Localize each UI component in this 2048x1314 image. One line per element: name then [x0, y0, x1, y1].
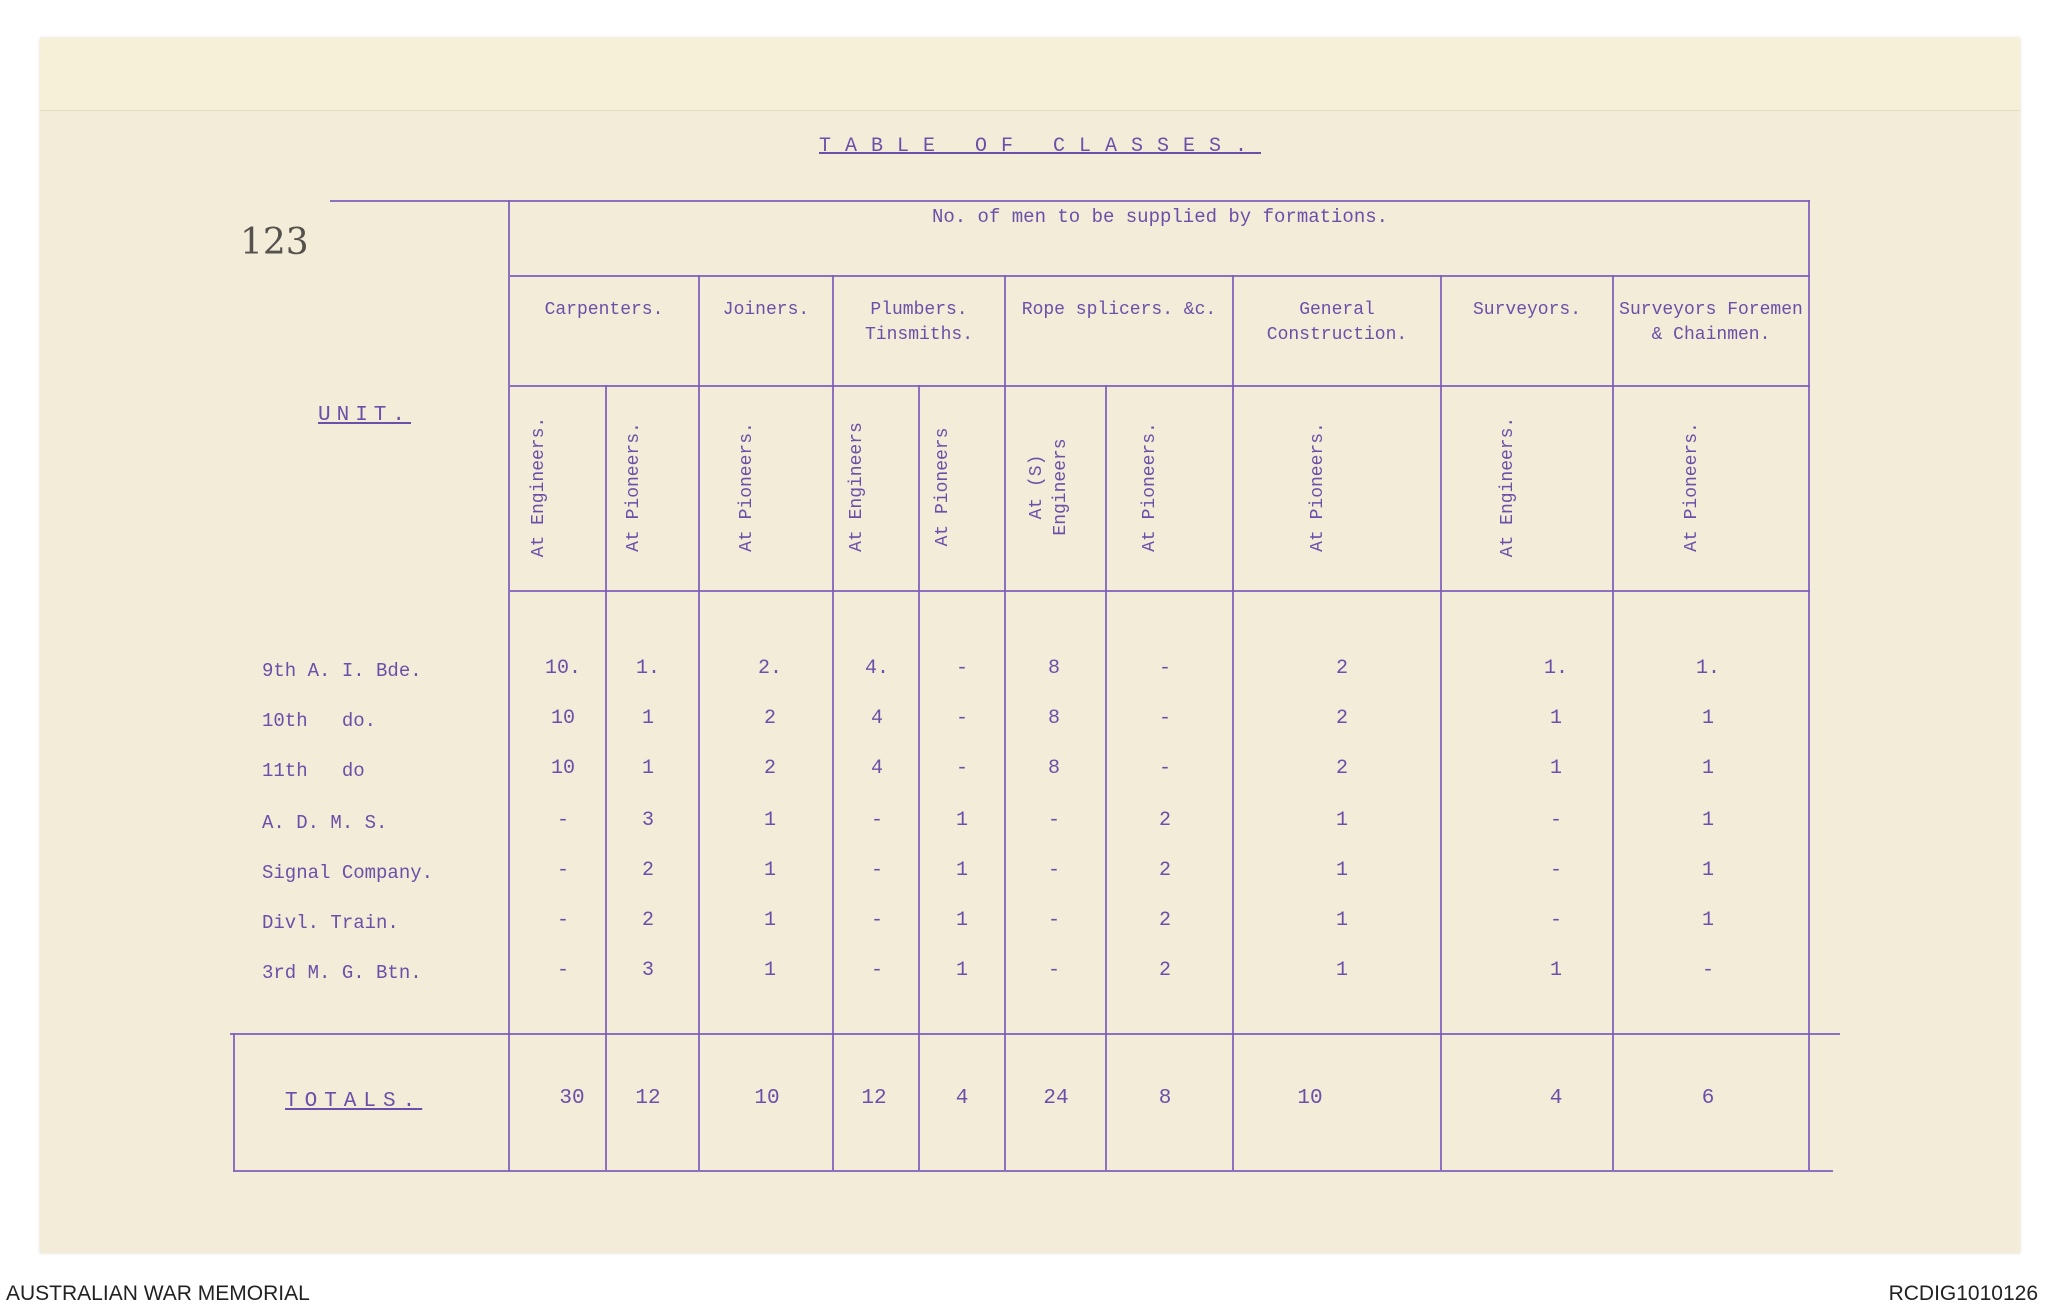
subheader-surveyors-engineers: At Engineers. [1498, 416, 1518, 558]
table-cell: - [1047, 859, 1060, 882]
table-cell: - [955, 657, 968, 680]
group-header-plumbers: Plumbers. Tinsmiths. [864, 300, 974, 345]
subheader-carpenters-engineers: At Engineers. [529, 416, 549, 558]
total-cell: 4 [1549, 1087, 1563, 1110]
subheader-rope-pioneers: At Pioneers. [1140, 422, 1160, 552]
footer-id: RCDIG1010126 [1888, 1282, 2038, 1305]
table-cell: - [1549, 909, 1562, 932]
table-cell: 1 [1335, 809, 1348, 832]
group-header-line [510, 275, 1810, 277]
table-cell: 2 [1158, 909, 1171, 932]
table-cell: 8 [1047, 707, 1060, 730]
table-cell: - [1701, 959, 1714, 982]
table-cell: 2 [1335, 757, 1348, 780]
table-cell: 1 [1701, 757, 1714, 780]
table-cell: - [1158, 657, 1171, 680]
table-cell: 1 [763, 959, 776, 982]
table-cell: 1 [955, 809, 968, 832]
table-cell: 1 [1335, 909, 1348, 932]
total-cell: 4 [955, 1087, 969, 1110]
table-cell: 4 [870, 707, 883, 730]
unit-name: 10th do. [262, 710, 377, 732]
group-header-rope-splicers: Rope splicers. &c. [1021, 300, 1217, 320]
table-cell: - [1047, 959, 1060, 982]
unit-name: 11th do [262, 760, 365, 782]
group-header-general-construction: General Construction. [1266, 300, 1408, 345]
page-number: 123 [240, 222, 309, 263]
table-cell: - [1549, 809, 1562, 832]
totals-left-border [233, 1033, 235, 1171]
document-title: TABLE OF CLASSES. [818, 135, 1262, 158]
table-cell: 1 [1549, 707, 1562, 730]
table-cell: 1 [1701, 707, 1714, 730]
table-cell: 1 [1701, 909, 1714, 932]
subheader-general-pioneers: At Pioneers. [1308, 422, 1328, 552]
group-header-joiners: Joiners. [722, 300, 810, 320]
subheader-joiners-pioneers: At Pioneers. [737, 422, 757, 552]
table-cell: 2 [1335, 707, 1348, 730]
table-cell: - [870, 909, 883, 932]
table-cell: 8 [1047, 757, 1060, 780]
table-cell: 2 [763, 757, 776, 780]
subheader-carpenters-pioneers: At Pioneers. [624, 422, 644, 552]
footer-credit: AUSTRALIAN WAR MEMORIAL [6, 1282, 310, 1305]
col-divider [605, 385, 607, 1170]
table-cell: 3 [641, 809, 654, 832]
table-cell: - [1158, 757, 1171, 780]
table-cell: 1 [955, 859, 968, 882]
table-cell: 4. [864, 657, 889, 680]
table-cell: 1. [1695, 657, 1720, 680]
subheader-plumbers-engineers: At Engineers [847, 422, 867, 552]
table-cell: 2 [1158, 859, 1171, 882]
table-cell: 2 [1158, 959, 1171, 982]
col-divider [1105, 385, 1107, 1170]
table-top-border [330, 200, 1810, 202]
total-cell: 30 [559, 1087, 585, 1110]
table-cell: 1 [641, 757, 654, 780]
table-cell: 2 [1158, 809, 1171, 832]
table-cell: - [556, 959, 569, 982]
col-divider [508, 1033, 510, 1171]
table-cell: 1 [763, 859, 776, 882]
table-bottom-border [233, 1170, 1833, 1172]
table-cell: 10 [550, 707, 575, 730]
col-divider [1004, 275, 1006, 1170]
table-cell: - [1047, 809, 1060, 832]
table-cell: 1 [763, 809, 776, 832]
unit-column-border [508, 200, 510, 1035]
total-cell: 12 [635, 1087, 661, 1110]
table-cell: 2 [641, 859, 654, 882]
table-cell: 1 [1335, 959, 1348, 982]
unit-name: Divl. Train. [262, 912, 399, 934]
table-cell: 2. [757, 657, 782, 680]
total-cell: 8 [1158, 1087, 1172, 1110]
col-divider [918, 385, 920, 1170]
col-divider [698, 275, 700, 1170]
table-cell: 3 [641, 959, 654, 982]
total-cell: 10 [754, 1087, 780, 1110]
subheader-line [510, 385, 1810, 387]
table-cell: - [870, 959, 883, 982]
table-cell: - [1047, 909, 1060, 932]
group-header-surveyors: Surveyors. [1472, 300, 1582, 320]
subheader-foremen-pioneers: At Pioneers. [1682, 422, 1702, 552]
col-divider [832, 275, 834, 1170]
total-cell: 12 [861, 1087, 887, 1110]
unit-name: 3rd M. G. Btn. [262, 962, 422, 984]
table-cell: - [1158, 707, 1171, 730]
col-divider [1232, 275, 1234, 1170]
table-cell: - [556, 809, 569, 832]
totals-label: TOTALS. [285, 1090, 423, 1113]
table-right-border [1808, 200, 1810, 1170]
table-cell: - [955, 707, 968, 730]
col-divider [1612, 275, 1614, 1170]
subheader-rope-engineers: At (S) Engineers [1027, 438, 1071, 536]
table-cell: 8 [1047, 657, 1060, 680]
col-divider [1440, 275, 1442, 1170]
body-top-line [510, 590, 1810, 592]
table-cell: 2 [641, 909, 654, 932]
table-cell: 1 [1701, 859, 1714, 882]
table-cell: 1 [1549, 757, 1562, 780]
totals-top-line [230, 1033, 1840, 1035]
table-cell: 1 [763, 909, 776, 932]
group-header-surveyors-foremen: Surveyors Foremen & Chainmen. [1619, 300, 1803, 345]
table-cell: 1 [1701, 809, 1714, 832]
main-header: No. of men to be supplied by formations. [931, 206, 1389, 228]
table-cell: - [1549, 859, 1562, 882]
table-cell: 1. [1543, 657, 1568, 680]
unit-name: 9th A. I. Bde. [262, 660, 422, 682]
table-cell: 10 [550, 757, 575, 780]
table-cell: 2 [763, 707, 776, 730]
table-cell: - [870, 859, 883, 882]
group-header-carpenters: Carpenters. [544, 300, 664, 320]
table-cell: 1 [1335, 859, 1348, 882]
total-cell: 10 [1297, 1087, 1323, 1110]
subheader-plumbers-pioneers: At Pioneers [933, 427, 953, 547]
table-cell: 10. [544, 657, 581, 680]
total-cell: 24 [1043, 1087, 1069, 1110]
table-cell: 2 [1335, 657, 1348, 680]
table-cell: 1 [955, 909, 968, 932]
table-cell: 1 [641, 707, 654, 730]
table-cell: 1 [955, 959, 968, 982]
unit-name: A. D. M. S. [262, 812, 388, 834]
table-cell: - [955, 757, 968, 780]
table-cell: - [556, 859, 569, 882]
table-cell: 1. [635, 657, 660, 680]
unit-header: UNIT. [318, 404, 412, 427]
table-cell: 1 [1549, 959, 1562, 982]
table-cell: 4 [870, 757, 883, 780]
table-cell: - [556, 909, 569, 932]
table-cell: - [870, 809, 883, 832]
sheet-top-edge [40, 38, 2020, 111]
unit-name: Signal Company. [262, 862, 434, 884]
total-cell: 6 [1701, 1087, 1715, 1110]
